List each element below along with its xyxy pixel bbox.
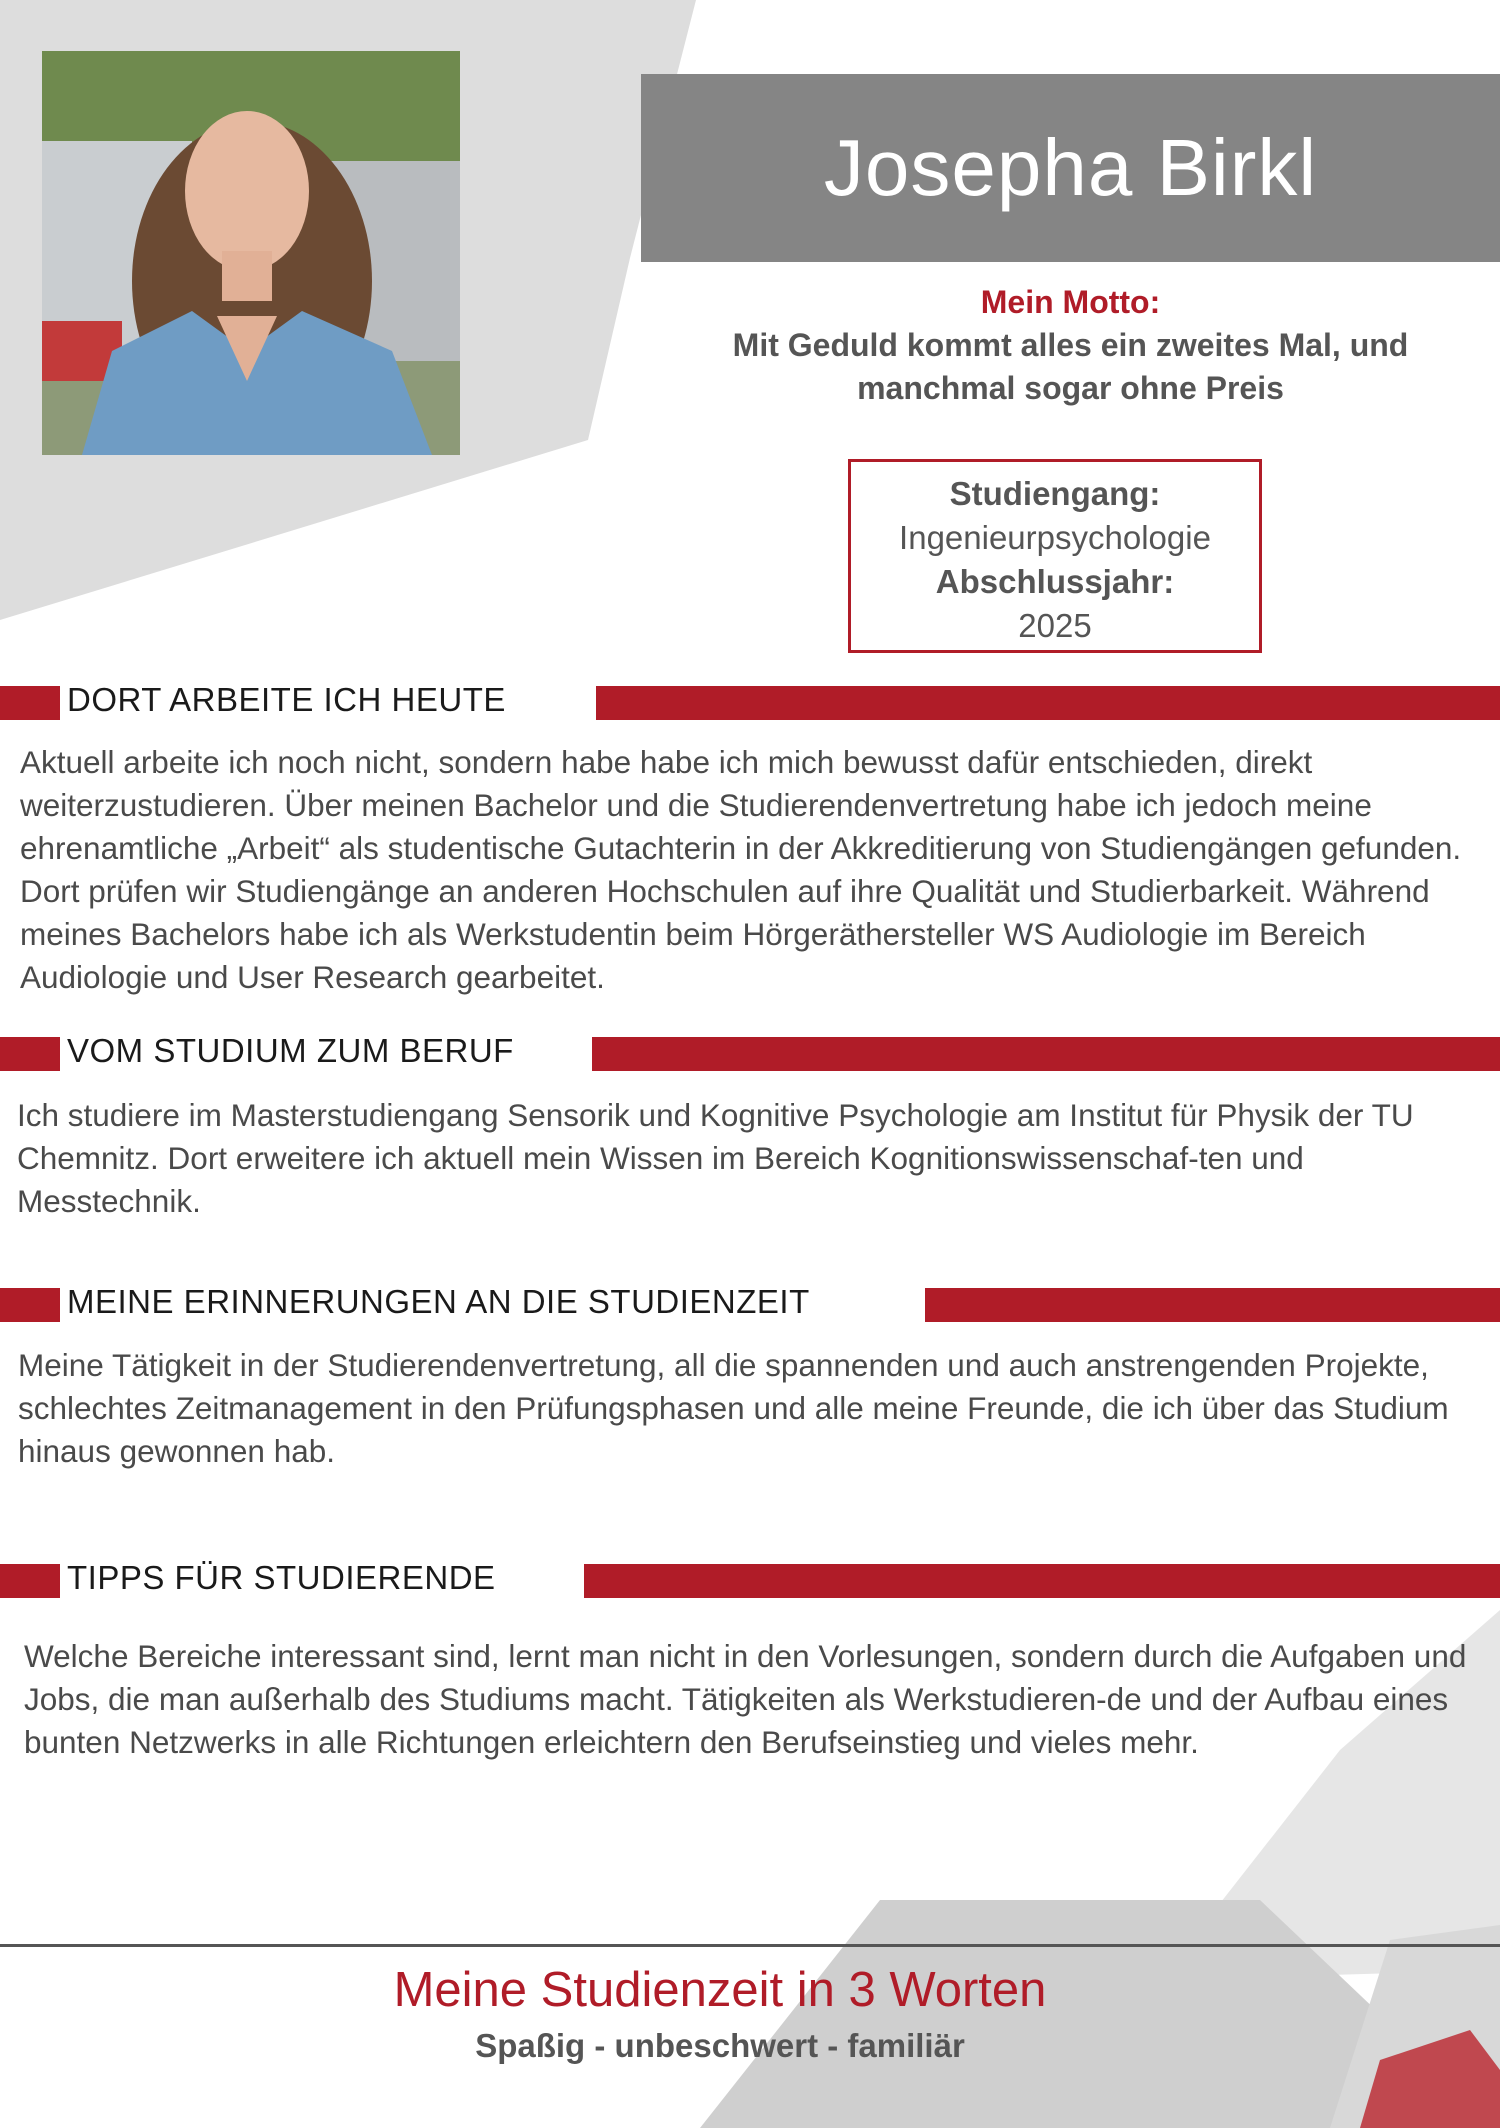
section-header-memories <box>0 1282 1500 1322</box>
section-bar-left <box>0 1288 60 1322</box>
section-bar-right <box>592 1037 1500 1071</box>
footer-divider <box>0 1944 1500 1947</box>
section-text-tips: Welche Bereiche interessant sind, lernt man nicht in den Vorlesungen, sondern durch die Aufgaben und Jobs, die man außerhalb des Studiums macht. Tätigkeiten als Werkstudieren-de und der Aufbau eines bunten Netzwerks in alle Richtungen erleichtern den Berufseinstieg und vieles mehr. <box>24 1638 1467 1760</box>
section-text-career: Ich studiere im Masterstudiengang Sensorik und Kognitive Psychologie am Institut für Physik der TU Chemnitz. Dort erweitere ich aktuell mein Wissen im Bereich Kognitionswissenschaf-ten und Messtechnik. <box>17 1097 1414 1219</box>
section-bar-right <box>584 1564 1500 1598</box>
section-bar-right <box>596 686 1500 720</box>
study-value: Ingenieurpsychologie <box>899 519 1211 556</box>
name-banner <box>641 74 1500 262</box>
study-info-box <box>848 459 1262 653</box>
section-title: TIPPS FÜR STUDIERENDE <box>67 1559 496 1596</box>
section-header-career <box>0 1031 1500 1071</box>
section-bar-left <box>0 686 60 720</box>
section-bar-right <box>925 1288 1500 1322</box>
year-label: Abschlussjahr: <box>935 563 1175 600</box>
year-value: 2025 <box>1018 607 1092 644</box>
motto-text: Mit Geduld kommt alles ein zweites Mal, und manchmal sogar ohne Preis <box>732 327 1409 406</box>
motto-block <box>641 282 1500 410</box>
section-bar-left <box>0 1037 60 1071</box>
section-title: MEINE ERINNERUNGEN AN DIE STUDIENZEIT <box>67 1283 810 1320</box>
section-text-work: Aktuell arbeite ich noch nicht, sondern habe habe ich mich bewusst dafür entschieden, direkt weiterzustudieren. Über meinen Bachelor und die Studierendenvertretung habe ich jedoch meine ehrenamtliche „Arbeit“ als studentische Gutachterin in der Akkreditierung von Studiengängen gefunden. Dort prüfen wir Studiengänge an anderen Hochschulen auf ihre Qualität und Studierbarkeit. Während meines Bachelors habe ich als Werkstudentin beim Hörgeräthersteller WS Audiologie im Bereich Audiologie und User Research gearbeitet. <box>20 744 1462 995</box>
section-text-memories: Meine Tätigkeit in der Studierendenvertretung, all die spannenden und auch anstrengenden Projekte, schlechtes Zeitmanagement in den Prüfungsphasen und alle meine Freunde, die ich über das Studium hinaus gewonnen hab. <box>18 1347 1449 1469</box>
footer-title: Meine Studienzeit in 3 Worten <box>393 1963 1047 2017</box>
section-header-tips <box>0 1558 1500 1598</box>
section-title: DORT ARBEITE ICH HEUTE <box>67 681 506 718</box>
study-label: Studiengang: <box>949 475 1161 512</box>
section-bar-left <box>0 1564 60 1598</box>
profile-photo <box>42 51 460 455</box>
section-header-work <box>0 680 1500 720</box>
motto-label: Mein Motto: <box>980 284 1161 320</box>
section-title: VOM STUDIUM ZUM BERUF <box>67 1032 514 1069</box>
profile-name: Josepha Birkl <box>823 123 1318 212</box>
footer-words: Spaßig - unbeschwert - familiär <box>475 2027 965 2064</box>
